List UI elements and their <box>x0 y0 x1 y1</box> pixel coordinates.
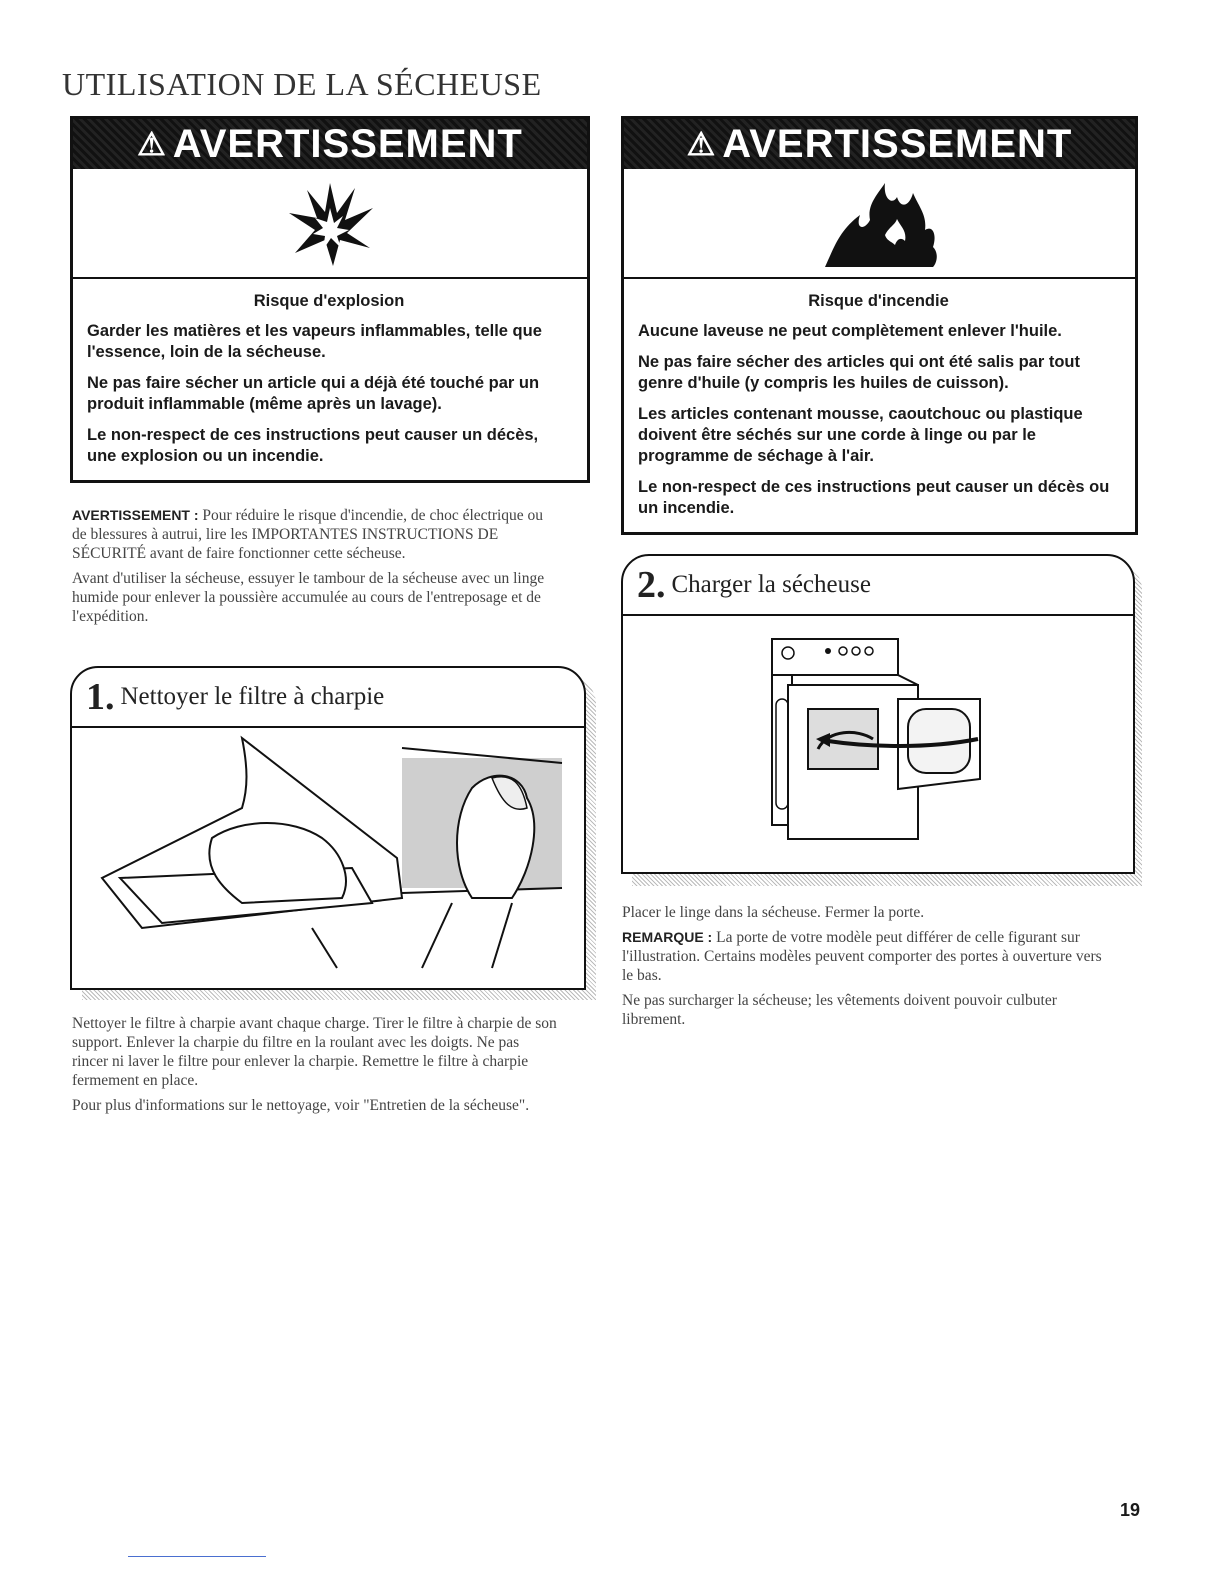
warning-line: Les articles contenant mousse, caoutchouc ou plastique doivent être séchés sur une corde à linge ou par le programme de séchage à l'air. <box>638 405 1083 465</box>
step1-illustration <box>72 728 584 988</box>
warning-triangle-icon: ⚠ <box>137 126 167 162</box>
intro-text-1: Pour réduire le risque d'incendie, de choc électrique ou de blessures à autrui, lire les IMPORTANTES INSTRUCTIONS DE SÉCURITÉ avant de faire fonctionner cette sécheuse. <box>72 507 544 562</box>
step1-card <box>70 666 586 990</box>
step2-number: 2. <box>637 564 666 606</box>
explosion-icon <box>285 178 375 268</box>
lint-filter-illustration <box>72 728 584 988</box>
step2-note <box>622 928 1112 985</box>
page-title: UTILISATION DE LA SÉCHEUSE <box>62 66 542 102</box>
warning-line: Aucune laveuse ne peut complètement enlever l'huile. <box>638 322 1062 340</box>
step2-title: Charger la sécheuse <box>671 571 871 598</box>
fire-icon <box>815 175 945 271</box>
warning-box-explosion <box>70 116 590 483</box>
warning-header-label: AVERTISSEMENT <box>172 121 523 166</box>
dryer-illustration <box>748 629 1008 859</box>
step2-paragraph-2: Ne pas surcharger la sécheuse; les vêtements doivent pouvoir culbuter librement. <box>622 992 1057 1028</box>
step1-text <box>72 1014 558 1121</box>
warning-risk: Risque d'explosion <box>253 292 405 310</box>
intro-label: AVERTISSEMENT : <box>72 507 199 523</box>
step2-paragraph-1: Placer le linge dans la sécheuse. Fermer la porte. <box>622 904 925 921</box>
warning-line: Garder les matières et les vapeurs inflammables, telle que l'essence, loin de la sécheuse. <box>87 322 542 361</box>
step1-title: Nettoyer le filtre à charpie <box>120 683 385 710</box>
warning-body <box>73 279 587 487</box>
warning-header <box>73 119 587 169</box>
warning-header <box>624 119 1135 169</box>
warning-line: Le non-respect de ces instructions peut causer un décès ou un incendie. <box>638 478 1110 517</box>
warning-triangle-icon: ⚠ <box>686 126 717 162</box>
step1-paragraph-1: Nettoyer le filtre à charpie avant chaque charge. Tirer le filtre à charpie de son support. Enlever la charpie du filtre en la roulant avec les doigts. Ne pas rincer ni laver le filtre pour enlever la charpie. Remettre le filtre à charpie fermement en place. <box>72 1015 557 1089</box>
intro-paragraph <box>72 506 558 563</box>
step2-illustration <box>623 616 1133 872</box>
warning-box-fire <box>621 116 1138 535</box>
step1-number: 1. <box>86 676 115 718</box>
step2-card <box>621 554 1135 874</box>
step1-header <box>72 668 584 728</box>
warning-header-label: AVERTISSEMENT <box>722 121 1073 166</box>
step1-paragraph-2: Pour plus d'informations sur le nettoyage, voir "Entretien de la sécheuse". <box>72 1097 530 1114</box>
page-number: 19 <box>1120 1500 1141 1520</box>
footer-divider <box>128 1556 266 1557</box>
step2-text <box>622 903 1112 1035</box>
fire-pictogram <box>624 169 1135 279</box>
intro-paragraph-2: Avant d'utiliser la sécheuse, essuyer le tambour de la sécheuse avec un linge humide pour enlever la poussière accumulée au cours de l'entreposage et de l'expédition. <box>72 570 545 625</box>
explosion-pictogram <box>73 169 587 279</box>
step2-header <box>623 556 1133 616</box>
warning-line: Le non-respect de ces instructions peut causer un décès, une explosion ou un incendie. <box>87 426 539 465</box>
warning-line: Ne pas faire sécher des articles qui ont été salis par tout genre d'huile (y compris les huiles de cuisson). <box>638 353 1080 392</box>
warning-body <box>624 279 1135 539</box>
intro-text <box>72 506 558 632</box>
warning-line: Ne pas faire sécher un article qui a déjà été touché par un produit inflammable (même après un lavage). <box>87 374 540 413</box>
step2-note-text: La porte de votre modèle peut différer de celle figurant sur l'illustration. Certains modèles peuvent comporter des portes à ouverture vers le bas. <box>622 929 1102 984</box>
step2-note-label: REMARQUE : <box>622 929 713 945</box>
warning-risk: Risque d'incendie <box>808 292 949 310</box>
